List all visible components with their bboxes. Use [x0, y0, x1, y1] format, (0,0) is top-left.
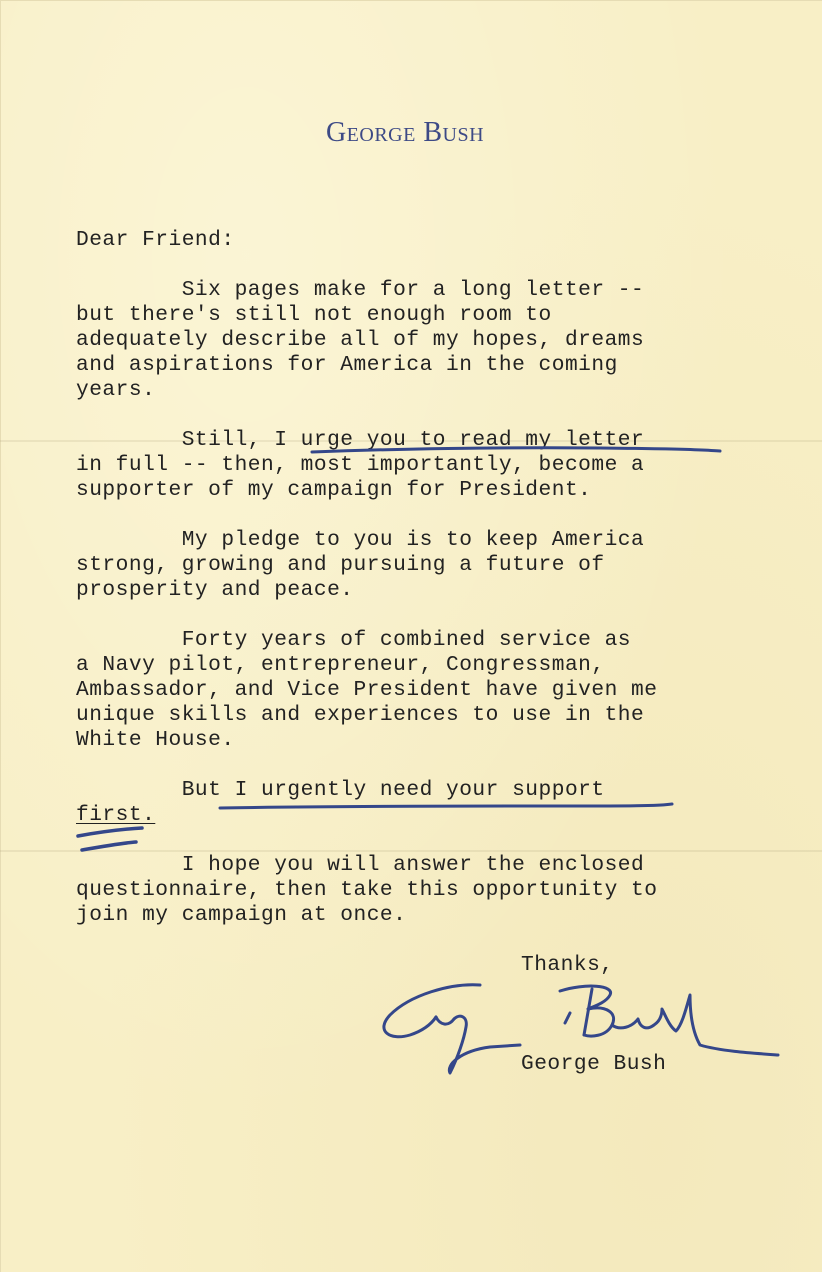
letter-line: unique skills and experiences to use in the: [76, 703, 645, 727]
letter-line: adequately describe all of my hopes, dreams: [76, 328, 645, 352]
letter-line: Still, I urge you to read my letter: [76, 428, 645, 452]
letter-line: I hope you will answer the enclosed: [76, 853, 645, 877]
letter-line-typed-underline: But I urgently need your support: [76, 778, 605, 802]
letter-line: but there's still not enough room to: [76, 303, 552, 327]
letter-line: in full -- then, most importantly, become a: [76, 453, 645, 477]
letter-line: My pledge to you is to keep America: [76, 528, 645, 552]
letter-line: questionnaire, then take this opportunity to: [76, 878, 658, 902]
letterhead: George Bush: [325, 117, 485, 148]
letter-line: prosperity and peace.: [76, 578, 354, 602]
letter-line: supporter of my campaign for President.: [76, 478, 592, 502]
letter-line: Forty years of combined service as: [76, 628, 632, 652]
letter-line: a Navy pilot, entrepreneur, Congressman,: [76, 653, 605, 677]
letter-line-typed-underline: first.: [76, 803, 156, 827]
letter-line: years.: [76, 378, 156, 402]
letter-line: and aspirations for America in the coming: [76, 353, 618, 377]
signature-name: George Bush: [521, 1052, 667, 1076]
letter-line: strong, growing and pursuing a future of: [76, 553, 605, 577]
letter-line: Ambassador, and Vice President have given me: [76, 678, 658, 702]
letter-line: Six pages make for a long letter --: [76, 278, 645, 302]
letter-line: join my campaign at once.: [76, 903, 407, 927]
salutation: Dear Friend:: [76, 228, 235, 252]
letter-body: [76, 228, 776, 928]
closing: Thanks,: [521, 953, 614, 977]
letter-line: White House.: [76, 728, 235, 752]
